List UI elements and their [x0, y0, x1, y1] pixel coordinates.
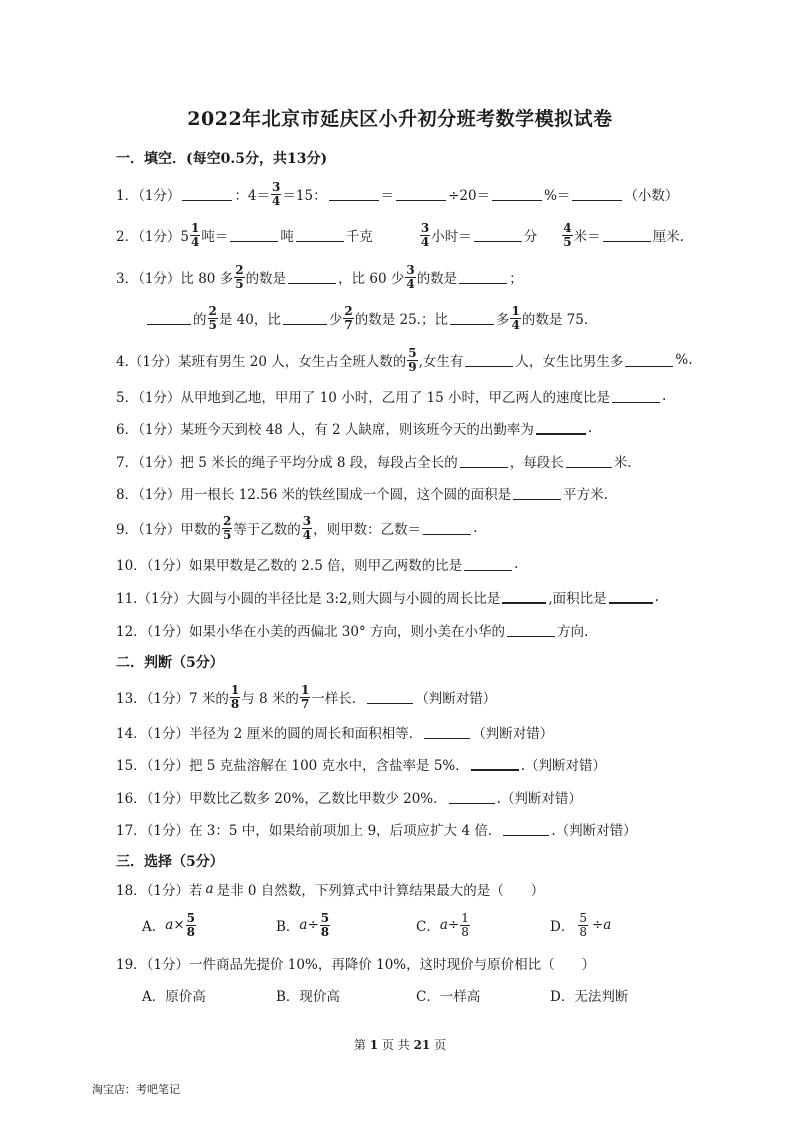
q13-text: （判断对错）: [415, 691, 497, 707]
q15-text: 15．（1分）把 5 克盐溶解在 100 克水中，含盐率是 5%．: [116, 758, 469, 774]
q13-text: 一样长．: [311, 691, 366, 707]
q7-text: ，每段长: [509, 455, 564, 471]
q11-text: 11.（1分）大圆与小圆的半径比是 3:2,则大圆与小圆的周长比是: [116, 591, 501, 607]
answer-blank[interactable]: [612, 401, 660, 403]
q2-text: 2．（1分）5: [116, 229, 190, 245]
q15-text: .（判断对错）: [520, 758, 607, 774]
question-8: [116, 481, 608, 505]
fraction: $\frac{5}{8}$: [320, 910, 330, 939]
total-pages: 21: [413, 1038, 431, 1052]
fraction: $\frac{2}{5}$: [235, 262, 244, 291]
question-19: [116, 951, 595, 975]
question-12: [116, 618, 588, 642]
q4-text: ,女生有: [418, 354, 464, 370]
question-11: [116, 585, 659, 609]
q3-text: ，比 60 少: [338, 271, 405, 287]
answer-blank[interactable]: [367, 702, 413, 704]
question-10: [116, 552, 518, 576]
answer-blank[interactable]: [492, 199, 542, 201]
fraction: $\frac{4}{5}$: [563, 220, 572, 249]
q17-text: 17．（1分）在 3：5 中，如果给前项加上 9，后项应扩大 4 倍．: [116, 823, 502, 839]
option-c[interactable]: C．一样高: [416, 989, 481, 1005]
q1-text: （小数）: [624, 188, 679, 204]
q9-text: .: [473, 520, 478, 536]
operator: ÷: [307, 917, 319, 933]
q8-text: 平方米.: [563, 487, 608, 503]
question-7: [116, 449, 632, 473]
answer-blank[interactable]: [609, 601, 653, 604]
q2-text: 吨: [280, 229, 294, 245]
q14-text: 14．（1分）半径为 2 厘米的圆的周长和面积相等．: [116, 726, 423, 742]
q1-text: ＝15：: [282, 188, 327, 204]
answer-blank[interactable]: [471, 768, 519, 771]
q11-text: ,面积比是: [548, 591, 607, 607]
answer-blank[interactable]: [507, 635, 555, 637]
q3-text: 的: [193, 312, 207, 328]
q10-text: .: [514, 556, 519, 572]
answer-blank[interactable]: [423, 533, 471, 535]
q3-text: 的数是: [245, 271, 287, 287]
q8-text: 8．（1分）用一根长 12.56 米的铁丝围成一个圆，这个圆的面积是: [116, 487, 512, 503]
section-heading-choice: 三．选择（5分）: [116, 854, 224, 870]
q9-text: 等于乙数的: [233, 522, 301, 538]
q12-text: 方向.: [557, 624, 589, 640]
answer-blank[interactable]: [449, 802, 495, 804]
q2-text: 分: [523, 229, 538, 245]
variable-a: a: [439, 917, 448, 933]
answer-blank[interactable]: [147, 323, 191, 325]
fraction: $\frac{2}{7}$: [344, 303, 353, 332]
variable-a: a: [603, 917, 612, 933]
answer-blank[interactable]: [465, 365, 513, 367]
operator: ÷: [447, 917, 460, 933]
variable-a: a: [205, 881, 214, 897]
answer-blank[interactable]: [474, 240, 522, 242]
q3-text: 的数是 75.: [521, 312, 589, 328]
q1-text: ：4＝: [234, 188, 271, 204]
answer-blank[interactable]: [625, 365, 673, 367]
option-a[interactable]: [142, 912, 197, 938]
answer-blank[interactable]: [230, 240, 278, 242]
question-13: [116, 682, 497, 711]
question-4: [116, 345, 693, 374]
q4-text: %.: [675, 352, 693, 368]
q3-text: 少: [328, 312, 343, 328]
fraction: $\frac{2}{5}$: [208, 303, 217, 332]
question-16: [116, 785, 582, 809]
question-9: [116, 513, 478, 542]
answer-blank[interactable]: [464, 569, 512, 571]
question-18: [116, 877, 544, 901]
q17-text: .（判断对错）: [551, 823, 637, 839]
q1-text: ÷20＝: [448, 188, 491, 204]
question-2: [116, 220, 684, 249]
shop-watermark: 淘宝店：考吧笔记: [92, 1083, 180, 1096]
option-b[interactable]: [276, 912, 331, 938]
answer-blank[interactable]: [396, 199, 446, 201]
q3-text: ；: [509, 271, 523, 287]
question-14: [116, 720, 553, 744]
q14-text: （判断对错）: [472, 726, 554, 742]
answer-blank[interactable]: [566, 466, 612, 468]
question-17: [116, 817, 637, 841]
option-c[interactable]: [416, 912, 471, 938]
section-heading-judge: 二．判断（5分）: [116, 655, 224, 671]
section-heading-fill: 一．填空．(每空0.5分，共13分): [116, 151, 328, 167]
question-3-continued: [145, 303, 589, 332]
fraction: $\frac{1}{7}$: [300, 682, 310, 711]
fraction: $\frac{5}{8}$: [579, 910, 587, 939]
q3-text: 多: [495, 312, 510, 328]
q9-text: ，则甲数：乙数＝: [313, 522, 422, 538]
answer-blank[interactable]: [182, 199, 232, 201]
q4-text: 人，女生比男生多: [515, 354, 624, 370]
fraction: $\frac{3}{4}$: [420, 220, 430, 249]
q1-text: 1．（1分）: [116, 188, 181, 204]
option-d[interactable]: D．无法判断: [550, 989, 629, 1005]
q3-text: 3．（1分）比 80 多: [116, 271, 234, 287]
fraction: $\frac{1}{8}$: [230, 682, 240, 711]
footer-text: 页 共: [381, 1038, 410, 1052]
fraction: $\frac{1}{4}$: [191, 220, 200, 249]
footer-text: 第: [353, 1038, 366, 1052]
q6-text: .: [587, 420, 593, 436]
option-a[interactable]: A．原价高: [142, 989, 206, 1005]
q12-text: 12．（1分）如果小华在小美的西偏北 30° 方向，则小美在小华的: [116, 624, 506, 640]
fraction: $\frac{3}{4}$: [272, 179, 281, 208]
page-footer: [0, 1036, 800, 1053]
answer-blank[interactable]: [503, 834, 549, 836]
q2-text: 小时＝: [431, 229, 472, 245]
page-title: 2022年北京市延庆区小升初分班考数学模拟试卷: [187, 108, 613, 130]
q5-text: 5．（1分）从甲地到乙地，甲用了 10 小时，乙用了 15 小时，甲乙两人的速度比是: [116, 390, 610, 406]
q19-text: 19．（1分）一件商品先提价 10%，再降价 10%，这时现价与原价相比（ ）: [116, 957, 596, 973]
answer-blank[interactable]: [603, 240, 651, 242]
q18-text: 18．（1分）若: [116, 883, 203, 899]
answer-blank[interactable]: [424, 737, 470, 739]
q7-text: 7．（1分）把 5 米长的绳子平均分成 8 段，每段占全长的: [116, 455, 458, 471]
question-5: [116, 384, 666, 408]
answer-blank[interactable]: [536, 432, 586, 435]
answer-blank[interactable]: [329, 199, 379, 201]
q1-text: %＝: [544, 188, 571, 204]
option-label: A．: [142, 919, 166, 935]
q16-text: 16．（1分）甲数比乙数多 20%，乙数比甲数少 20%．: [116, 791, 447, 807]
answer-blank[interactable]: [460, 466, 508, 468]
variable-a: a: [299, 917, 308, 933]
q13-text: 13．（1分）7 米的: [116, 691, 229, 707]
answer-blank[interactable]: [288, 282, 336, 284]
fraction: $\frac{5}{8}$: [186, 910, 195, 939]
q13-text: 与 8 米的: [241, 691, 299, 707]
q2-text: 厘米.: [652, 229, 684, 245]
fraction: $\frac{1}{4}$: [511, 303, 520, 332]
fraction: $\frac{2}{5}$: [222, 513, 232, 542]
question-15: [116, 752, 606, 776]
q10-text: 10．（1分）如果甲数是乙数的 2.5 倍，则甲乙两数的比是: [116, 558, 463, 574]
operator: ÷: [591, 917, 604, 933]
option-label: C．: [416, 919, 440, 935]
answer-blank[interactable]: [283, 323, 327, 325]
q5-text: .: [661, 388, 667, 404]
variable-a: a: [165, 917, 174, 933]
fraction: $\frac{3}{4}$: [302, 513, 312, 542]
answer-blank[interactable]: [459, 282, 507, 284]
answer-blank[interactable]: [502, 601, 546, 604]
q2-text: 千克: [345, 229, 373, 245]
answer-blank[interactable]: [513, 498, 561, 500]
q1-text: ＝: [380, 188, 395, 204]
q9-text: 9．（1分）甲数的: [116, 522, 221, 538]
q6-text: 6．（1分）某班今天到校 48 人，有 2 人缺席，则该班今天的出勤率为: [116, 422, 534, 438]
q11-text: .: [654, 589, 659, 605]
q2-text: 米＝: [573, 229, 601, 245]
option-d[interactable]: [550, 912, 611, 938]
footer-text: 页: [434, 1038, 447, 1052]
current-page: 1: [369, 1038, 379, 1052]
fraction: $\frac{5}{9}$: [408, 345, 417, 374]
q7-text: 米.: [613, 455, 632, 471]
option-label: B．: [276, 919, 300, 935]
q2-text: 吨＝: [201, 229, 229, 245]
q3-text: 是 40，比: [218, 312, 281, 328]
option-label: D．: [550, 919, 575, 935]
question-3: [116, 262, 523, 291]
q18-text: 是非 0 自然数，下列算式中计算结果最大的是（ ）: [216, 883, 545, 899]
question-6: [116, 416, 592, 440]
q3-text: 的数是: [416, 271, 458, 287]
fraction: $\frac{3}{4}$: [406, 262, 415, 291]
operator: ×: [173, 917, 185, 933]
answer-blank[interactable]: [572, 199, 622, 201]
question-1: [116, 179, 679, 208]
option-b[interactable]: B．现价高: [276, 989, 340, 1005]
q4-text: 4.（1分）某班有男生 20 人，女生占全班人数的: [116, 354, 407, 370]
q16-text: .（判断对错）: [496, 791, 582, 807]
q3-text: 的数是 25.；比: [354, 312, 448, 328]
answer-blank[interactable]: [296, 240, 344, 242]
fraction: $\frac{1}{8}$: [461, 910, 469, 939]
answer-blank[interactable]: [450, 323, 494, 325]
